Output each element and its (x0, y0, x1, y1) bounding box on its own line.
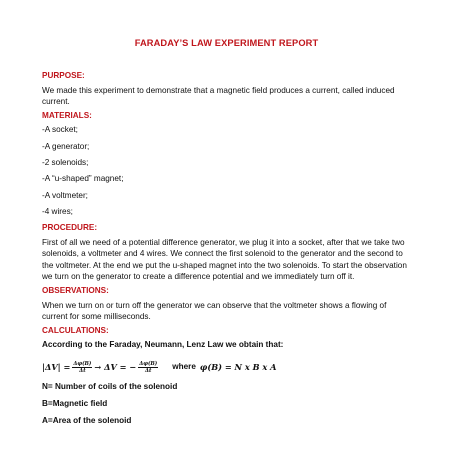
material-item: -A “u-shaped” magnet; (42, 174, 124, 184)
faraday-formula (42, 360, 411, 374)
formula-fraction-1 (72, 361, 92, 374)
procedure-text: First of all we need of a potential difference generator, we plug it into a socket, after that we take two solenoids, a voltmeter and 4 wires. We connect the first solenoid to the generator and the second to the voltmeter. At the end we put the u-shaped magnet into the two solenoids. To start the observation we turn on the generator to create a difference potential and we immediately turn off it. (42, 238, 407, 281)
fraction-numerator: Δφ(B) (73, 360, 92, 367)
definition-line: A=Area of the solenoid (42, 416, 132, 426)
materials-section (42, 111, 411, 216)
formula-lhs: |ΔV| = (42, 362, 71, 373)
material-item: -A socket; (42, 125, 78, 135)
procedure-section (42, 223, 411, 282)
fraction-denominator: Δt (145, 367, 152, 374)
material-item: -A voltmeter; (42, 190, 88, 200)
material-item: -4 wires; (42, 206, 73, 216)
procedure-heading: PROCEDURE: (42, 223, 98, 233)
report-title: FARADAY’S LAW EXPERIMENT REPORT (134, 38, 319, 48)
formula-where: where (172, 362, 196, 372)
purpose-section (42, 71, 411, 107)
observations-section (42, 286, 411, 322)
materials-heading: MATERIALS: (42, 111, 92, 121)
fraction-denominator: Δt (79, 367, 86, 374)
definition-line: B=Magnetic field (42, 399, 108, 409)
material-item: -2 solenoids; (42, 158, 89, 167)
purpose-heading: PURPOSE: (42, 71, 85, 80)
formula-fraction-2 (138, 361, 158, 374)
formula-arrow: → ΔV = − (94, 362, 137, 373)
purpose-text: We made this experiment to demonstrate that a magnetic field produces a current, called induced current. (42, 86, 395, 107)
calculations-intro: According to the Faraday, Neumann, Lenz Law we obtain that: (42, 340, 284, 350)
formula-rhs: φ(B) = N x B x A (199, 362, 277, 373)
material-item: -A generator; (42, 141, 90, 151)
calculations-section (42, 326, 411, 426)
calculations-heading: CALCULATIONS: (42, 326, 109, 336)
definition-line: N= Number of coils of the solenoid (42, 382, 178, 392)
observations-text: When we turn on or turn off the generator we can observe that the voltmeter shows a flowing of current for some milliseconds. (42, 301, 387, 322)
observations-heading: OBSERVATIONS: (42, 286, 109, 295)
fraction-numerator: Δφ(B) (139, 360, 158, 367)
